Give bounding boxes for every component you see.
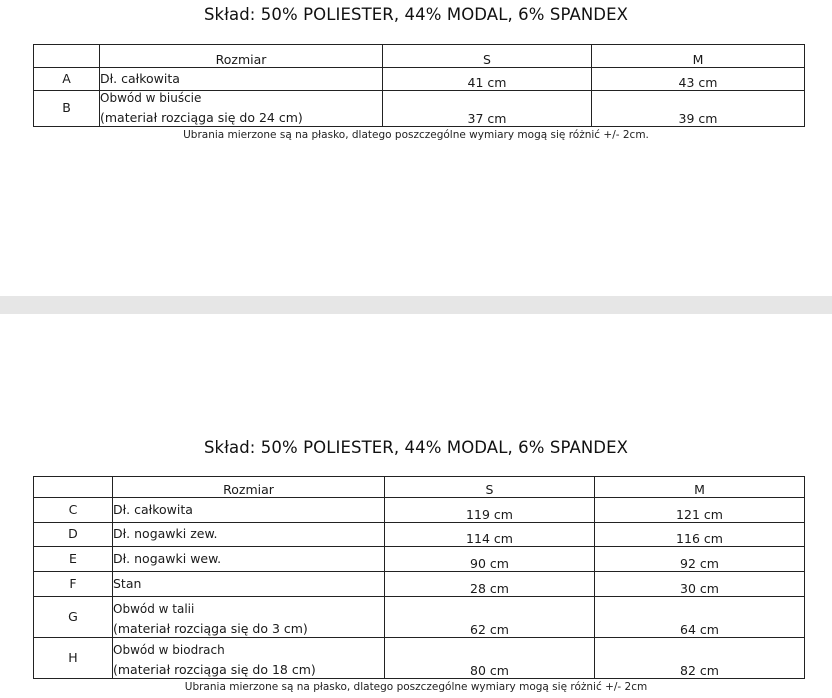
row-code: E	[34, 547, 113, 572]
row-code: G	[34, 597, 113, 638]
value-m: 121 cm	[595, 498, 805, 523]
table-row	[34, 523, 805, 547]
value-m: 43 cm	[592, 68, 805, 91]
table-row	[34, 547, 805, 572]
measurement-name: Obwód w biodrach	[113, 642, 225, 657]
value-s: 62 cm	[385, 597, 595, 638]
value-s: 119 cm	[385, 498, 595, 523]
size-chart-top	[0, 0, 832, 296]
row-code: D	[34, 523, 113, 547]
measurement-note: Ubrania mierzone są na płasko, dlatego poszczególne wymiary mogą się różnić +/- 2cm	[184, 681, 648, 693]
composition-title: Skład: 50% POLIESTER, 44% MODAL, 6% SPANDEX	[203, 5, 629, 24]
measurement-name: Obwód w biuście	[100, 90, 202, 105]
measurement-note: Ubrania mierzone są na płasko, dlatego poszczególne wymiary mogą się różnić +/- 2cm.	[183, 129, 649, 141]
table-row	[34, 638, 805, 679]
value-s: 80 cm	[385, 638, 595, 679]
table-row	[34, 91, 805, 127]
header-size-m: M	[592, 45, 805, 68]
table-row	[34, 498, 805, 523]
value-m: 30 cm	[595, 572, 805, 597]
header-size-label: Rozmiar	[100, 45, 383, 68]
size-table	[33, 476, 805, 679]
row-code: C	[34, 498, 113, 523]
row-measurement: Dł. całkowita	[113, 498, 385, 523]
table-row	[34, 572, 805, 597]
table-header-row	[34, 477, 805, 498]
row-measurement: Dł. nogawki wew.	[113, 547, 385, 572]
row-measurement	[113, 638, 385, 679]
header-size-s: S	[383, 45, 592, 68]
row-code: B	[34, 91, 100, 127]
row-code: A	[34, 68, 100, 91]
header-size-label: Rozmiar	[113, 477, 385, 498]
header-blank-cell	[34, 45, 100, 68]
row-measurement: Dł. nogawki zew.	[113, 523, 385, 547]
row-measurement	[100, 91, 383, 127]
value-s: 90 cm	[385, 547, 595, 572]
value-m: 92 cm	[595, 547, 805, 572]
size-table	[33, 44, 805, 127]
value-s: 28 cm	[385, 572, 595, 597]
size-chart-bottom	[0, 314, 832, 698]
header-blank-cell	[34, 477, 113, 498]
value-s: 114 cm	[385, 523, 595, 547]
measurement-stretch-note: (materiał rozciąga się do 3 cm)	[113, 620, 308, 636]
value-m: 39 cm	[592, 91, 805, 127]
table-row	[34, 597, 805, 638]
value-m: 64 cm	[595, 597, 805, 638]
value-m: 116 cm	[595, 523, 805, 547]
row-measurement	[113, 597, 385, 638]
row-code: F	[34, 572, 113, 597]
row-code: H	[34, 638, 113, 679]
row-measurement: Dł. całkowita	[100, 68, 383, 91]
value-s: 37 cm	[383, 91, 592, 127]
header-size-s: S	[385, 477, 595, 498]
table-header-row	[34, 45, 805, 68]
table-row	[34, 68, 805, 91]
section-divider	[0, 296, 832, 314]
composition-title: Skład: 50% POLIESTER, 44% MODAL, 6% SPANDEX	[203, 438, 629, 457]
header-size-m: M	[595, 477, 805, 498]
measurement-stretch-note: (materiał rozciąga się do 24 cm)	[100, 109, 303, 125]
value-s: 41 cm	[383, 68, 592, 91]
measurement-name: Obwód w talii	[113, 601, 195, 616]
measurement-stretch-note: (materiał rozciąga się do 18 cm)	[113, 661, 316, 677]
row-measurement: Stan	[113, 572, 385, 597]
value-m: 82 cm	[595, 638, 805, 679]
